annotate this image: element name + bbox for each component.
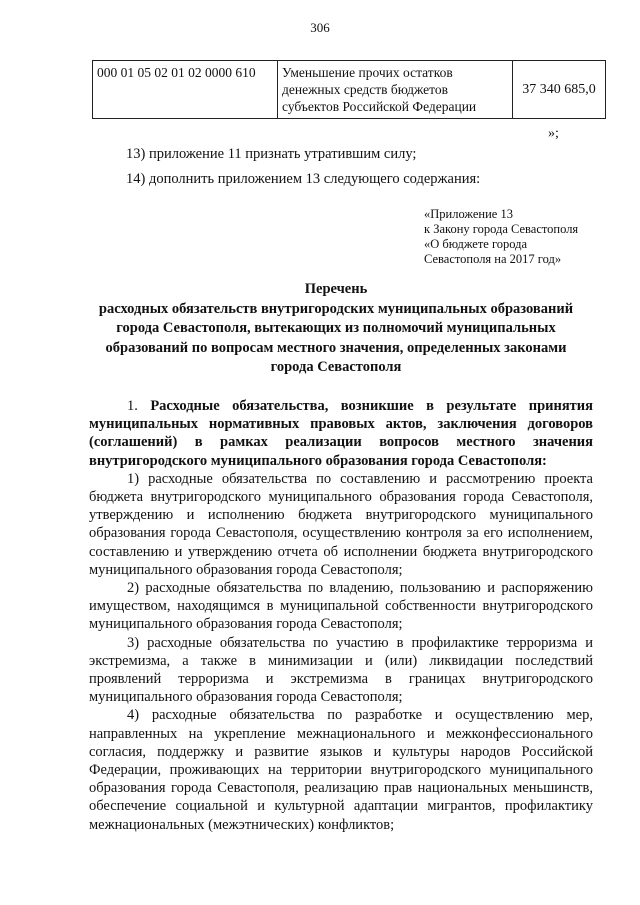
page-number: 306 — [310, 20, 330, 35]
appendix-line: «О бюджете города — [424, 237, 528, 251]
document-title — [86, 280, 586, 378]
title-subtitle: расходных обязательств внутригородских муниципальных образований города Севастополя, вытекающих из полномочий муниципальных образований по вопросам местного значения, определенных законами города Севастополя — [98, 300, 574, 375]
amount-cell: 37 340 685,0 — [513, 61, 606, 119]
description-cell: Уменьшение прочих остатков денежных средств бюджетов субъектов Российской Федерации — [278, 61, 513, 119]
closing-quote: »; — [548, 126, 559, 141]
budget-code-cell: 000 01 05 02 01 02 0000 610 — [93, 61, 278, 119]
section-number: 1. — [127, 398, 138, 414]
table-row — [93, 61, 606, 119]
appendix-line: «Приложение 13 — [424, 207, 513, 221]
appendix-line: к Закону города Севастополя — [424, 222, 579, 236]
paragraph: 2) расходные обязательства по владению, пользованию и распоряжению имуществом, находящимся в муниципальной собственности внутригородского муниципального образования города Севастополя; — [89, 580, 593, 633]
paragraph: 1) расходные обязательства по составлению и рассмотрению проекта бюджета внутригородского муниципального образования города Севастополя, утверждению и исполнению бюджета внутригородского муниципального образования города Севастополя, осуществлению контроля за его исполнением, составлению и утверждению отчета об исполнении бюджета внутригородского муниципального образования города Севастополя; — [89, 470, 593, 578]
appendix-reference — [424, 207, 578, 267]
document-body — [89, 397, 593, 834]
section-heading-text: Расходные обязательства, возникшие в результате принятия муниципальных нормативных правовых актов, заключения договоров (соглашений) в рамках реализации вопросов местного значения внутригородского муниципального образования города Севастополя: — [89, 398, 594, 469]
title-heading: Перечень — [304, 281, 368, 297]
paragraph: 4) расходные обязательства по разработке и осуществлению мер, направленных на укрепление межнационального и межконфессионального согласия, поддержку и развитие языков и культуры народов Российской Федерации, проживающих на территории внутригородского муниципального образования города Севастополя, реализацию прав национальных меньшинств, обеспечение социальной и культурной адаптации мигрантов, профилактику межнациональных (межэтнических) конфликтов; — [89, 707, 593, 833]
list-item-14: 14) дополнить приложением 13 следующего содержания: — [126, 171, 481, 187]
appendix-line: Севастополя на 2017 год» — [424, 252, 562, 266]
section-heading — [89, 397, 593, 470]
budget-table — [92, 60, 606, 119]
list-item-13: 13) приложение 11 признать утратившим силу; — [126, 146, 417, 162]
paragraph: 3) расходные обязательства по участию в профилактике терроризма и экстремизма, а также в минимизации и (или) ликвидации последствий проявлений терроризма и экстремизма в границах внутригородского муниципального образования города Севастополя; — [89, 634, 593, 706]
